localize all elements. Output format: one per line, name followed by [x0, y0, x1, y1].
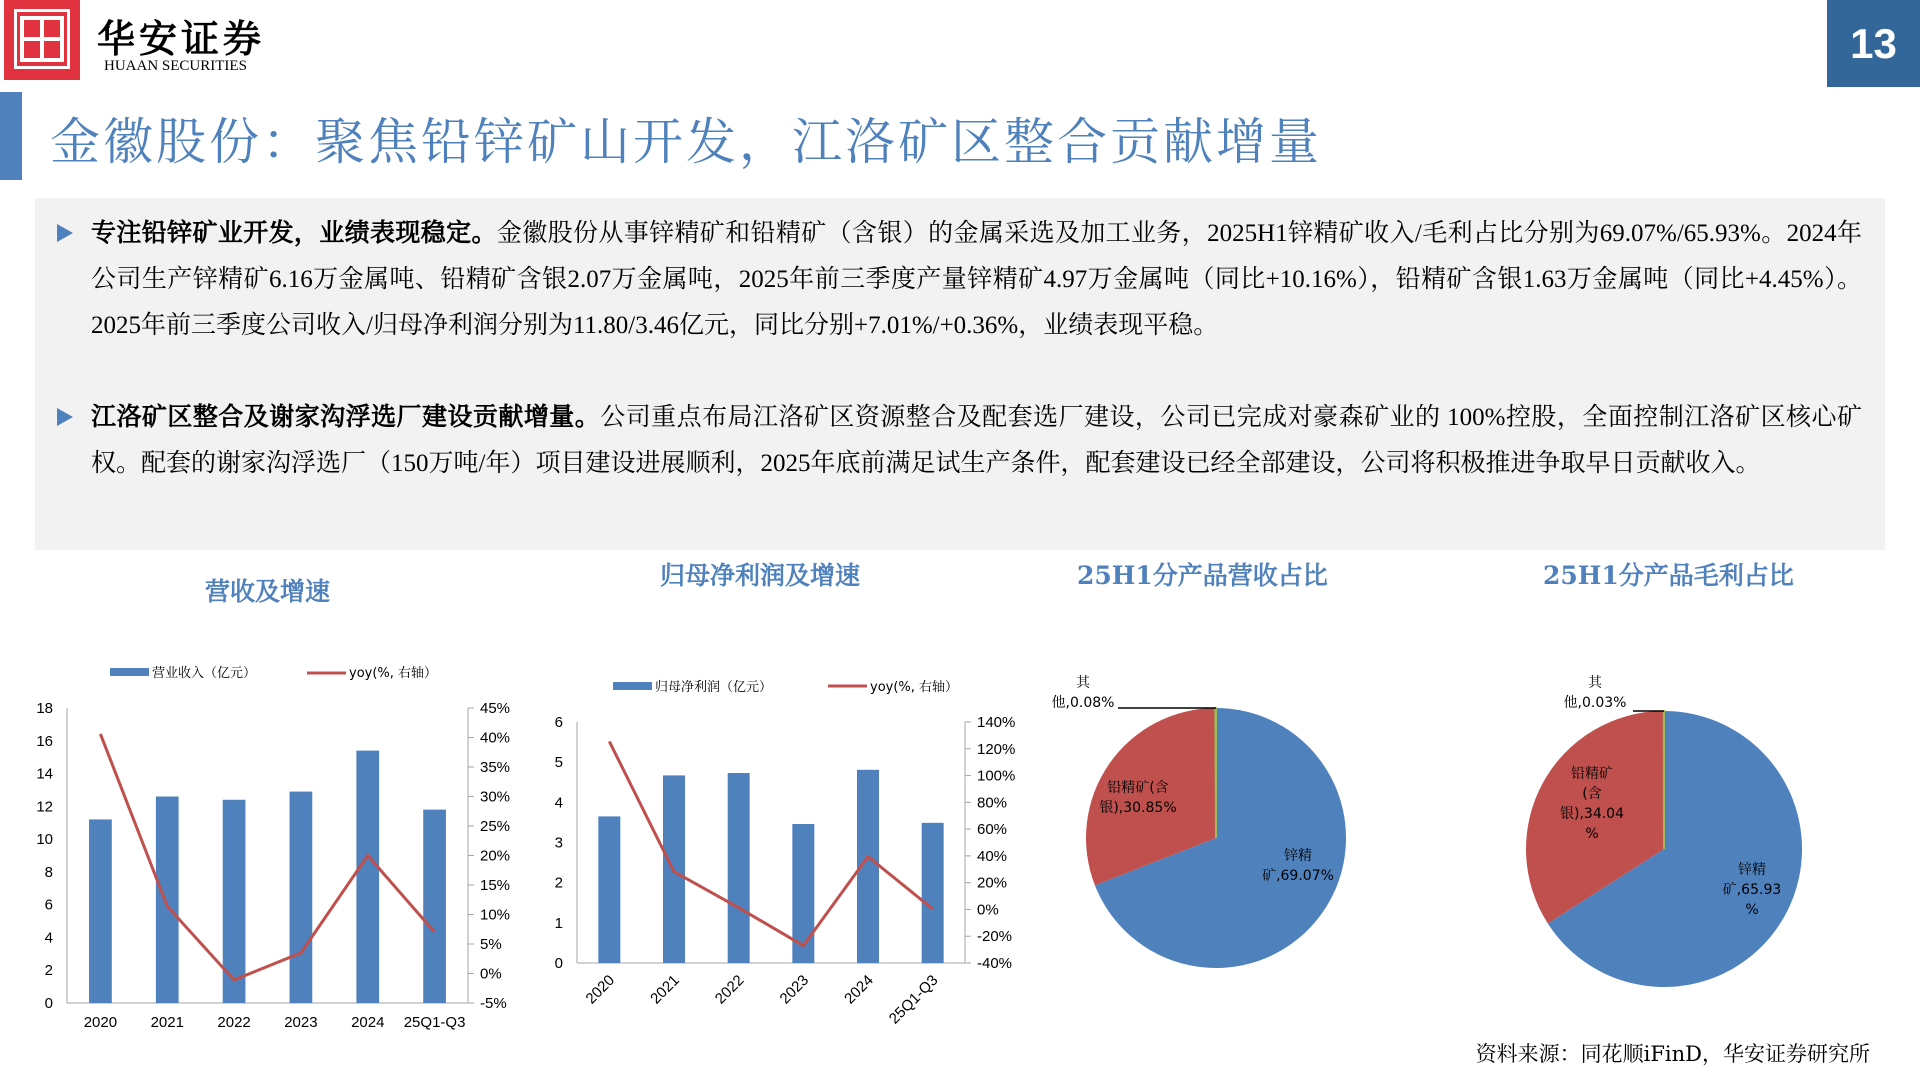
pie-data-label: 矿,69.07% [1262, 868, 1334, 884]
bullet-heading: 江洛矿区整合及谢家沟浮选厂建设贡献增量。 [91, 402, 601, 431]
y2-tick-label: -40% [977, 955, 1013, 972]
gross-profit-mix-pie [1480, 660, 1920, 1000]
y-tick-label: 3 [554, 834, 563, 852]
y-tick-label: 0 [554, 955, 563, 972]
y2-tick-label: 40% [480, 729, 511, 747]
summary-bullet-2 [57, 394, 1862, 487]
y2-tick-label: 35% [480, 759, 511, 776]
pie-data-label: 其 [1588, 675, 1602, 691]
chart-title-revenue-mix: 25H1分产品营收占比 [1077, 561, 1328, 590]
pie-data-label: 铅精矿(含 [1107, 780, 1169, 796]
y2-tick-label: 10% [480, 906, 511, 924]
pie-data-label: 他,0.03% [1563, 695, 1627, 711]
x-tick-label: 2024 [841, 971, 877, 1008]
revenue-yoy-line [100, 734, 434, 980]
pie-data-label: (含 [1582, 786, 1602, 802]
x-tick-label: 2023 [284, 1014, 318, 1031]
y2-tick-label: 20% [977, 874, 1008, 892]
pie-data-label: 锌精 [1738, 862, 1766, 878]
summary-box [35, 198, 1885, 550]
chart-title-gross-profit-mix: 25H1分产品毛利占比 [1543, 561, 1794, 590]
bullet-arrow-icon [57, 224, 73, 242]
x-tick-label: 2020 [582, 971, 619, 1008]
bar [922, 823, 944, 963]
bullet-heading: 专注铅锌矿业开发，业绩表现稳定。 [91, 218, 497, 247]
chart-title-revenue: 营收及增速 [205, 577, 331, 606]
revenue-mix-slices [1052, 675, 1346, 968]
bar [356, 751, 379, 1003]
x-tick-label: 25Q1-Q3 [885, 971, 942, 1028]
y-tick-label: 4 [44, 929, 53, 947]
y2-tick-label: 0% [977, 901, 999, 919]
bar [423, 810, 446, 1003]
net-profit-axes [555, 714, 1016, 1027]
x-tick-label: 2023 [776, 971, 813, 1008]
y2-tick-label: 45% [480, 700, 511, 717]
y-tick-label: 0 [44, 995, 53, 1012]
x-tick-label: 25Q1-Q3 [403, 1014, 466, 1031]
y2-tick-label: 0% [480, 965, 502, 983]
y-tick-label: 10 [36, 831, 53, 849]
gross-profit-mix-slices [1526, 675, 1802, 987]
y-tick-label: 2 [44, 962, 53, 980]
bullet-body: 公司重点布局江洛矿区资源整合及配套选厂建设，公司已完成对豪森矿业的 100%控股，全面控制江洛矿区核心矿权。配套的谢家沟浮选厂（150万吨/年）项目建设进展顺利，2025年底前满足试生产条件，配套建设已经全部建设，公司将积极推进争取早日贡献收入。 [91, 404, 1862, 477]
y2-tick-label: 20% [480, 847, 511, 865]
y-tick-label: 14 [36, 765, 53, 783]
y2-tick-label: 80% [977, 794, 1008, 812]
y-tick-label: 4 [554, 794, 563, 812]
bar [598, 816, 620, 963]
summary-bullet-1 [57, 210, 1862, 349]
y-tick-label: 12 [36, 798, 53, 816]
net-profit-bars [598, 770, 943, 963]
pie-data-label: 他,0.08% [1051, 695, 1115, 711]
y-tick-label: 6 [44, 896, 53, 914]
y2-tick-label: 100% [977, 767, 1016, 785]
net-profit-yoy-line [609, 741, 932, 945]
page-number-badge: 13 [1827, 0, 1920, 87]
legend-yoy: yoy(%, 右轴） [870, 680, 959, 695]
y-tick-label: 18 [36, 700, 53, 717]
pie-data-label: 铅精矿 [1571, 766, 1613, 782]
pie-data-label: % [1585, 826, 1599, 842]
net-profit-legend [613, 679, 958, 695]
y-tick-label: 5 [554, 754, 563, 772]
page-title: 金徽股份：聚焦铅锌矿山开发，江洛矿区整合贡献增量 [50, 113, 1322, 171]
net-profit-chart [530, 660, 1030, 1060]
x-tick-label: 2022 [711, 971, 748, 1008]
y-tick-label: 6 [554, 714, 563, 731]
legend-yoy: yoy(%, 右轴） [349, 666, 438, 681]
bar [89, 819, 112, 1003]
x-tick-label: 2020 [83, 1014, 118, 1031]
bar [156, 797, 179, 1004]
bar [290, 792, 313, 1003]
bullet-arrow-icon [57, 408, 73, 426]
pie-data-label: 银),30.85% [1099, 800, 1177, 816]
y2-tick-label: 140% [977, 714, 1016, 731]
revenue-legend [110, 665, 437, 681]
y-tick-label: 2 [554, 874, 563, 892]
pie-slice [1215, 708, 1216, 838]
bullet-body: 金徽股份从事锌精矿和铅精矿（含银）的金属采选及加工业务，2025H1锌精矿收入/毛利占比分别为69.07%/65.93%。2024年公司生产锌精矿6.16万金属吨、铅精矿含银2.07万金属吨，2025年前三季度产量锌精矿4.97万金属吨（同比+10.16%），铅精矿含银1.63万金属吨（同比+4.45%）。2025年前三季度公司收入/归母净利润分别为11.80/3.46亿元，同比分别+7.01%/+0.36%，业绩表现平稳。 [91, 220, 1862, 339]
y2-tick-label: 30% [480, 788, 511, 806]
revenue-chart [0, 650, 520, 1050]
y2-tick-label: 15% [480, 877, 511, 894]
data-source-note: 资料来源：同花顺iFinD，华安证券研究所 [1475, 1042, 1870, 1066]
huaan-logo [4, 0, 80, 80]
y2-tick-label: -20% [977, 928, 1013, 946]
y2-tick-label: 40% [977, 847, 1008, 865]
x-tick-label: 2021 [150, 1014, 184, 1031]
pie-data-label: % [1745, 902, 1759, 918]
legend-net-profit: 归母净利润（亿元） [655, 680, 773, 695]
pie-data-label: 矿,65.93 [1722, 882, 1782, 898]
logo-pattern-icon [20, 16, 64, 62]
y-tick-label: 1 [554, 914, 563, 932]
y2-tick-label: -5% [480, 995, 507, 1012]
pie-data-label: 其 [1076, 675, 1090, 691]
y2-tick-label: 120% [977, 740, 1016, 758]
y-tick-label: 8 [44, 863, 53, 881]
y-tick-label: 16 [36, 732, 53, 750]
y2-tick-label: 5% [480, 936, 502, 953]
pie-data-label: 银),34.04 [1560, 806, 1624, 822]
x-tick-label: 2021 [647, 971, 683, 1008]
chart-title-net-profit: 归母净利润及增速 [660, 561, 861, 590]
legend-revenue: 营业收入（亿元） [152, 666, 257, 681]
revenue-mix-pie [1040, 660, 1480, 1000]
title-accent-bar [0, 92, 22, 180]
pie-data-label: 锌精 [1284, 848, 1312, 864]
y2-tick-label: 25% [480, 818, 511, 835]
brand-name-cn: 华安证券 [97, 16, 266, 61]
x-tick-label: 2022 [217, 1014, 251, 1031]
y2-tick-label: 60% [977, 821, 1008, 839]
bar [728, 773, 750, 963]
brand-name-en: HUAAN SECURITIES [104, 58, 247, 74]
x-tick-label: 2024 [351, 1014, 385, 1031]
